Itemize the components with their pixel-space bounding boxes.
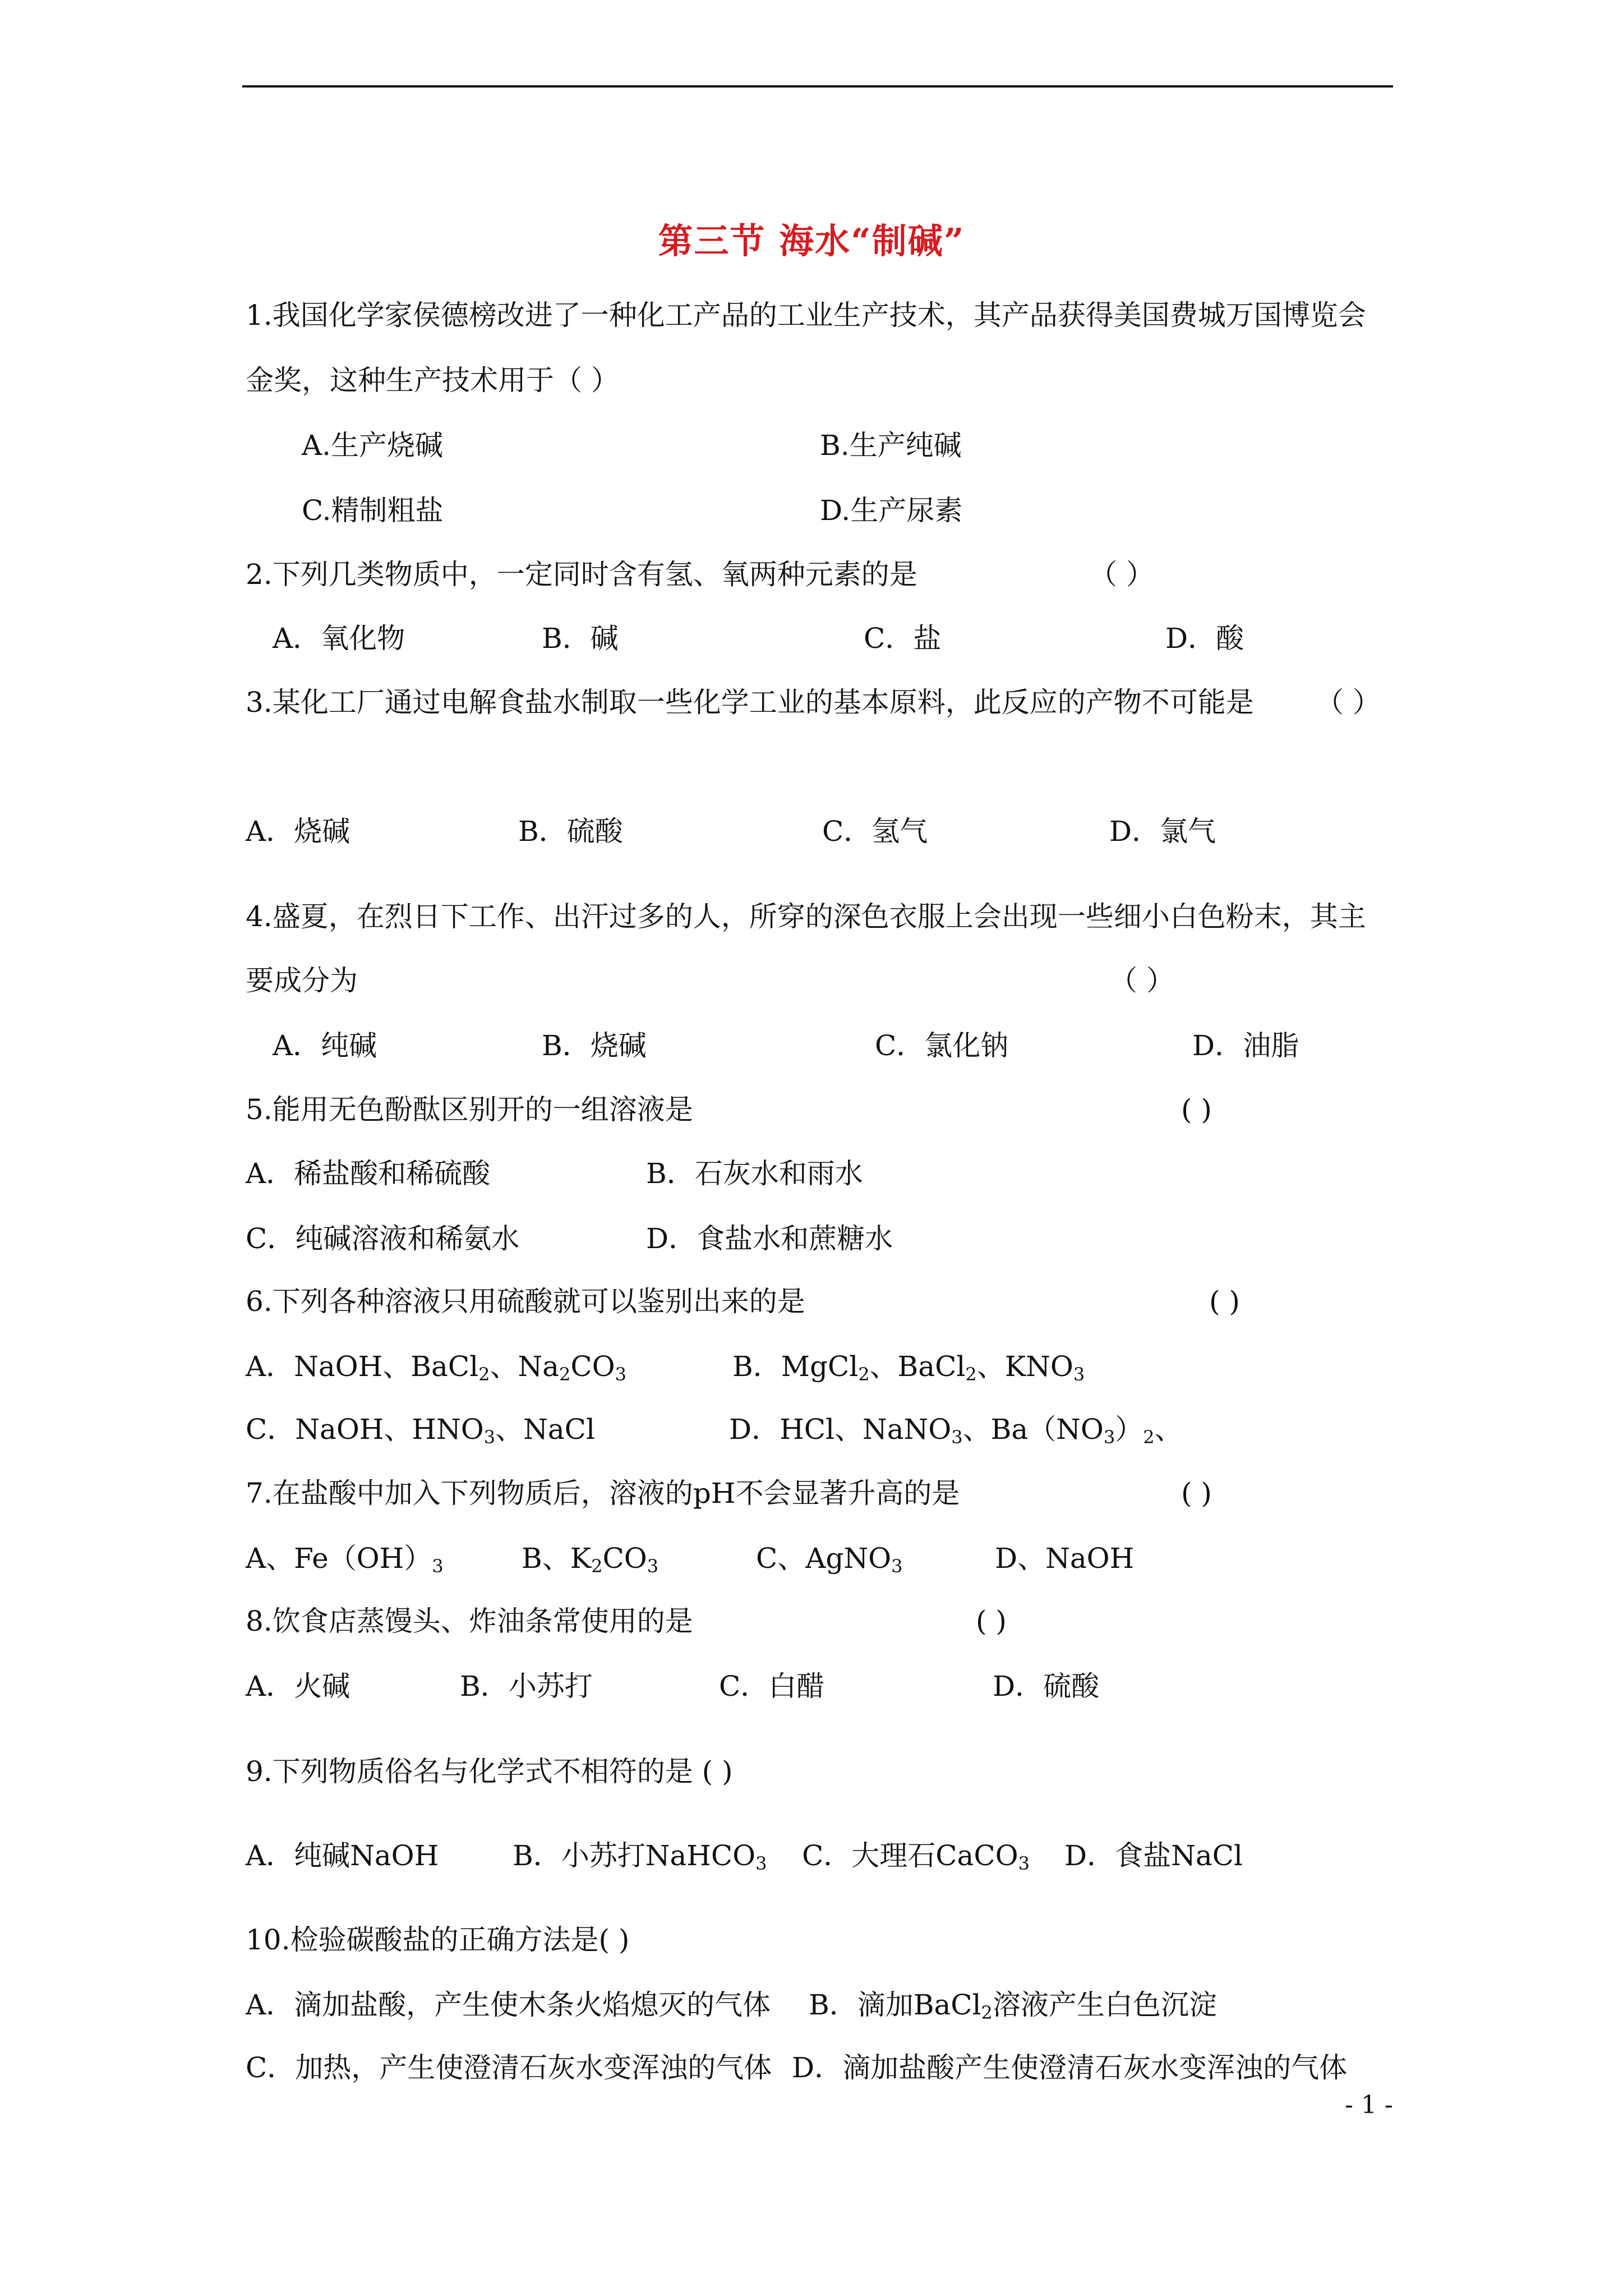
q7-option-d: D、NaOH xyxy=(995,1542,1135,1575)
q4-stem-line-2: 要成分为 xyxy=(246,964,358,997)
q2-option-a: A．氧化物 xyxy=(273,622,405,655)
q1-option-a: A.生产烧碱 xyxy=(302,429,444,462)
q10-option-b: B．滴加BaCl$_2$溶液产生白色沉淀 xyxy=(809,1989,1217,2023)
q4-option-c: C．氯化钠 xyxy=(875,1029,1009,1062)
q5-option-b: B．石灰水和雨水 xyxy=(646,1157,863,1190)
q7-stem: 7.在盐酸中加入下列物质后，溶液的pH不会显著升高的是 xyxy=(246,1477,960,1510)
q8-stem: 8.饮食店蒸馒头、炸油条常使用的是 xyxy=(246,1605,693,1637)
q6-option-a: A．NaOH、BaCl$_2$、$Na_2CO_3$ xyxy=(246,1350,626,1385)
q4-option-b: B．烧碱 xyxy=(542,1029,647,1062)
q6-option-d: D．HCl、NaNO$_3$、$Ba(NO_3)_2$、 xyxy=(729,1413,1183,1448)
q6-option-b: B．MgCl$_2$、BaCl$_2$、$KNO_3$ xyxy=(732,1350,1085,1385)
q4-option-d: D．油脂 xyxy=(1192,1029,1299,1062)
q10-option-d: D．滴加盐酸产生使澄清石灰水变浑浊的气体 xyxy=(792,2051,1348,2084)
q9-stem: 9.下列物质俗名与化学式不相符的是 ( ) xyxy=(246,1755,733,1788)
q8-option-b: B．小苏打 xyxy=(460,1670,593,1703)
q8-option-c: C．白醋 xyxy=(719,1670,825,1703)
q4-option-a: A．纯碱 xyxy=(273,1029,377,1062)
q4-answer-bracket: （ ） xyxy=(1109,964,1174,997)
q10-option-c: C．加热，产生使澄清石灰水变浑浊的气体 xyxy=(246,2051,772,2084)
q10-option-a: A．滴加盐酸，产生使木条火焰熄灭的气体 xyxy=(246,1989,771,2021)
q7-option-c: C、AgNO$_3$ xyxy=(756,1542,903,1577)
q3-option-d: D．氯气 xyxy=(1109,815,1216,848)
q3-stem: 3.某化工厂通过电解食盐水制取一些化学工业的基本原料，此反应的产物不可能是 xyxy=(246,686,1254,719)
q3-option-b: B．硫酸 xyxy=(518,815,623,848)
q3-option-c: C．氢气 xyxy=(822,815,928,848)
q3-option-a: A．烧碱 xyxy=(246,815,351,848)
q6-stem: 6.下列各种溶液只用硫酸就可以鉴别出来的是 xyxy=(246,1285,805,1318)
q5-option-c: C．纯碱溶液和稀氨水 xyxy=(246,1222,520,1255)
q6-option-c: C．NaOH、$HNO_3$、NaCl xyxy=(246,1413,595,1448)
q5-option-a: A．稀盐酸和稀硫酸 xyxy=(246,1157,491,1190)
q8-answer-bracket: ( ) xyxy=(976,1605,1007,1637)
q2-option-b: B．碱 xyxy=(542,622,619,655)
q9-option-b: B．小苏打NaHCO$_3$ xyxy=(513,1839,767,1874)
header-rule xyxy=(242,85,1393,88)
q4-stem-line-1: 4.盛夏，在烈日下工作、出汗过多的人，所穿的深色衣服上会出现一些细小白色粉末，其主 xyxy=(246,900,1366,933)
q10-stem: 10.检验碳酸盐的正确方法是( ) xyxy=(246,1924,630,1956)
q9-option-d: D．食盐NaCl xyxy=(1064,1839,1243,1872)
q5-option-d: D．食盐水和蔗糖水 xyxy=(646,1222,893,1255)
q7-option-b: B、$K_2CO_3$ xyxy=(522,1542,659,1577)
q8-option-a: A．火碱 xyxy=(246,1670,351,1703)
q1-option-c: C.精制粗盐 xyxy=(302,494,444,527)
q6-answer-bracket: ( ) xyxy=(1209,1285,1240,1318)
q9-option-a: A．纯碱NaOH xyxy=(246,1839,439,1872)
q2-answer-bracket: （ ） xyxy=(1089,558,1154,591)
q7-option-a: A、$Fe(OH)_3$ xyxy=(246,1542,444,1577)
q2-option-d: D．酸 xyxy=(1165,622,1244,655)
q7-answer-bracket: ( ) xyxy=(1181,1477,1212,1510)
q1-stem-line-2: 金奖，这种生产技术用于（ ） xyxy=(246,364,619,397)
page-title: 第三节 海水“制碱” xyxy=(658,220,965,261)
q5-answer-bracket: ( ) xyxy=(1181,1093,1212,1126)
q5-stem: 5.能用无色酚酞区别开的一组溶液是 xyxy=(246,1093,693,1126)
q2-option-c: C．盐 xyxy=(864,622,942,655)
q1-option-d: D.生产尿素 xyxy=(820,494,963,527)
q8-option-d: D．硫酸 xyxy=(993,1670,1100,1703)
q2-stem: 2.下列几类物质中，一定同时含有氢、氧两种元素的是 xyxy=(246,558,917,591)
q1-stem-line-1: 1.我国化学家侯德榜改进了一种化工产品的工业生产技术，其产品获得美国费城万国博览会 xyxy=(246,299,1366,332)
q1-option-b: B.生产纯碱 xyxy=(820,429,962,462)
q3-answer-bracket: （ ） xyxy=(1316,686,1381,719)
page-number: - 1 - xyxy=(1345,2091,1393,2119)
q9-option-c: C．大理石CaCO$_3$ xyxy=(802,1839,1030,1874)
